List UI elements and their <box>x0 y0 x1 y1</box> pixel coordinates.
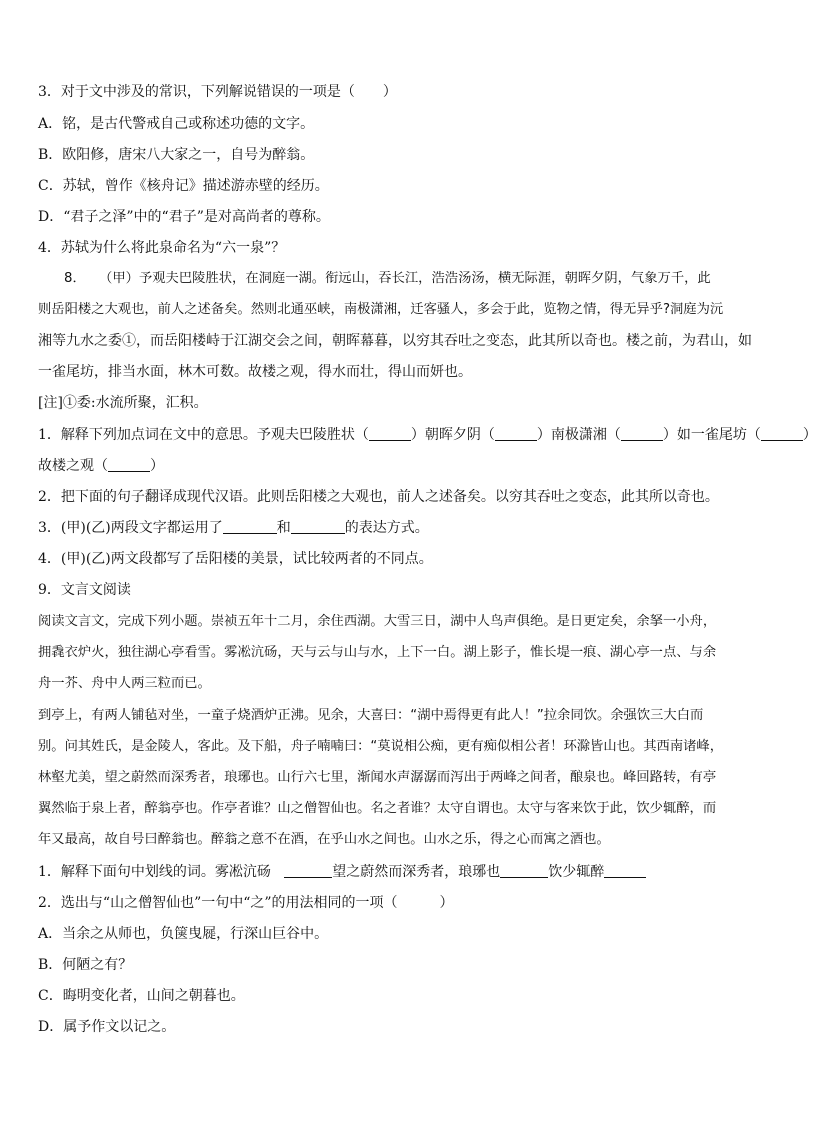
exercise-1-text-a: 1．解释下列加点词在文中的意思。予观夫巴陵胜状（ <box>38 427 369 443</box>
reading-line-8: 年又最高，故自号曰醉翁也。醉翁之意不在酒，在乎山水之间也。山水之乐，得之心而寓之酒也。 <box>38 832 610 847</box>
option-w-a: A．当余之从师也，负箧曳屣，行深山巨谷中。 <box>38 926 329 942</box>
exercise-1-text-d: ）如一雀尾坊（ <box>662 427 761 443</box>
answer-blank[interactable] <box>369 426 411 441</box>
reading-line-7: 翼然临于泉上者，醉翁亭也。作亭者谁？山之僧智仙也。名之者谁？太守自谓也。太守与客来饮于此，饮少辄醉，而 <box>38 801 717 816</box>
exercise-1-text-g: ） <box>150 458 164 474</box>
answer-blank[interactable] <box>223 519 277 534</box>
answer-blank[interactable] <box>500 863 548 878</box>
exercise-w1 <box>38 862 760 882</box>
reading-line-1: 阅读文言文，完成下列小题。崇祯五年十二月，余住西湖。大雪三日，湖中人鸟声俱绝。是日更定矣，余拏一小舟， <box>38 614 717 629</box>
passage-8-line-1: 8． （甲）予观夫巴陵胜状，在洞庭一湖。衔远山，吞长江，浩浩汤汤，横无际涯，朝晖夕阴，气象万千，此 <box>64 271 711 286</box>
reading-line-6: 林壑尤美，望之蔚然而深秀者，琅琊也。山行六七里，渐闻水声潺潺而泻出于两峰之间者，酿泉也。峰回路转，有亭 <box>38 770 717 785</box>
exercise-1-text-c: ）南极潇湘（ <box>536 427 621 443</box>
passage-8-line-4: 一雀尾坊，排当水面，林木可数。故楼之观，得水而壮，得山而妍也。 <box>38 364 472 380</box>
exercise-1-text-b: ）朝晖夕阴（ <box>410 427 495 443</box>
reading-line-5: 别。问其姓氏，是金陵人，客此。及下船，舟子喃喃曰：“莫说相公痴，更有痴似相公者！环滁皆山也。其西南诸峰， <box>38 739 724 754</box>
exercise-2: 2．把下面的句子翻译成现代汉语。此则岳阳楼之大观也，前人之述备矣。以穷其吞吐之变态，此其所以奇也。 <box>38 489 719 505</box>
answer-blank[interactable] <box>761 426 803 441</box>
answer-blank[interactable] <box>604 863 646 878</box>
option-w-d: D．属予作文以记之。 <box>38 1019 176 1035</box>
answer-blank[interactable] <box>284 863 332 878</box>
exercise-4: 4．(甲)(乙)两文段都写了岳阳楼的美景，试比较两者的不同点。 <box>38 551 433 567</box>
question-4: 4．苏轼为什么将此泉命名为“六一泉”？ <box>38 240 286 256</box>
exercise-3-text-b: 和 <box>276 520 291 536</box>
option-a: A．铭，是古代警戒自己或称述功德的文字。 <box>38 116 315 132</box>
section-9-title: 9．文言文阅读 <box>38 582 131 598</box>
option-w-c: C．晦明变化者，山间之朝暮也。 <box>38 988 245 1004</box>
footnote: [注]①委:水流所聚，汇积。 <box>38 395 208 411</box>
exercise-1-cont <box>38 456 760 476</box>
question-3: 3．对于文中涉及的常识，下列解说错误的一项是（ ） <box>38 84 397 100</box>
exercise-w1-text-b: 望之蔚然而深秀者，琅琊也 <box>332 864 501 880</box>
option-w-b: B．何陋之有？ <box>38 957 133 973</box>
exercise-w1-text-c: 饮少辄醉 <box>548 864 605 880</box>
passage-8-line-2: 则岳阳楼之大观也，前人之述备矣。然则北通巫峡，南极潇湘，迁客骚人，多会于此，览物之情，得无异乎?洞庭为沅 <box>38 302 724 317</box>
reading-line-3: 舟一芥、舟中人两三粒而已。 <box>38 676 211 691</box>
exercise-3 <box>38 518 760 538</box>
exercise-3-text-c: 的表达方式。 <box>344 520 429 536</box>
reading-line-2: 拥毳衣炉火，独往湖心亭看雪。雾凇沆砀，天与云与山与水，上下一白。湖上影子，惟长堤一痕、湖心亭一点、与余 <box>38 645 717 660</box>
option-d: D．“君子之泽”中的“君子”是对高尚者的尊称。 <box>38 209 330 225</box>
exercise-w1-text-a: 1．解释下面句中划线的词。雾凇沆砀 <box>38 864 271 880</box>
answer-blank[interactable] <box>108 457 150 472</box>
exercise-1-text-e: ） <box>802 427 817 443</box>
exercise-w2: 2．选出与“山之僧智仙也”一句中“之”的用法相同的一项（ ） <box>38 895 454 911</box>
reading-line-4: 到亭上，有两人铺毡对坐，一童子烧酒炉正沸。见余，大喜曰：“湖中焉得更有此人！”拉余同饮。余强饮三大白而 <box>38 708 704 723</box>
exercise-3-text-a: 3．(甲)(乙)两段文字都运用了 <box>38 520 223 536</box>
option-c: C．苏轼，曾作《核舟记》描述游赤壁的经历。 <box>38 178 329 194</box>
answer-blank[interactable] <box>621 426 663 441</box>
answer-blank[interactable] <box>495 426 537 441</box>
exercise-1-text-f: 故楼之观（ <box>38 458 108 474</box>
answer-blank[interactable] <box>291 519 345 534</box>
exercise-1 <box>38 425 817 445</box>
passage-8-line-3: 湘等九水之委①，而岳阳楼峙于江湖交会之间，朝晖幕暮，以穷其吞吐之变态，此其所以奇也。楼之前，为君山，如 <box>38 333 752 349</box>
option-b: B．欧阳修，唐宋八大家之一，自号为醉翁。 <box>38 147 315 163</box>
